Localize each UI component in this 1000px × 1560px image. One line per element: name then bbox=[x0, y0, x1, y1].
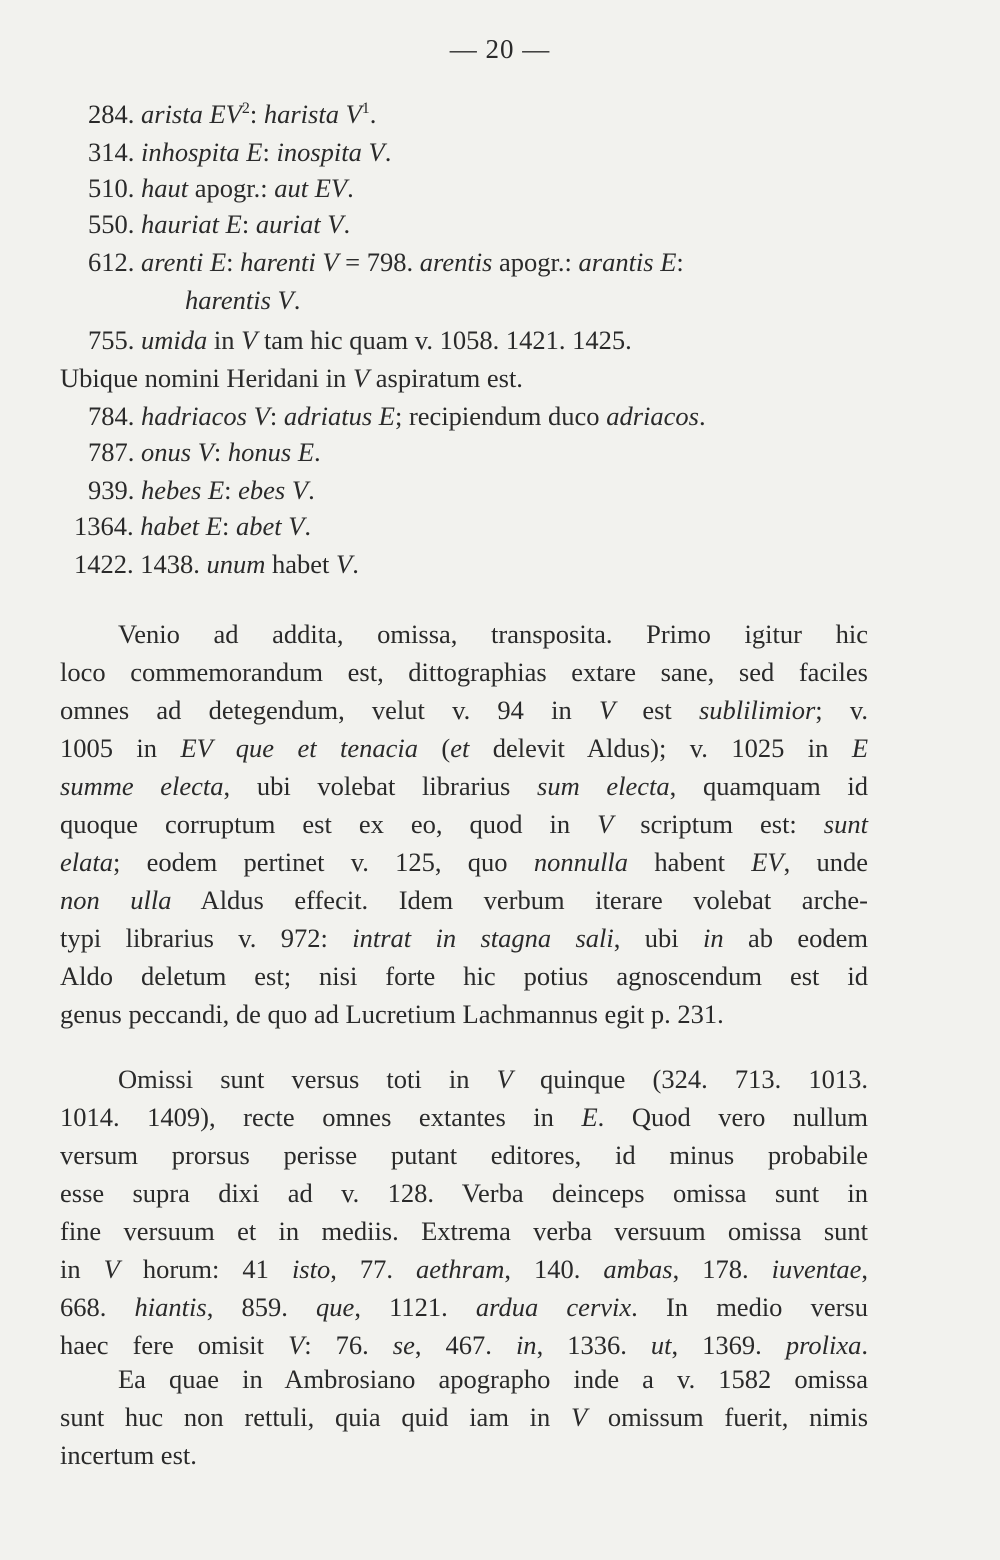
italic-text: summe electa bbox=[60, 771, 224, 801]
text-line bbox=[60, 1329, 868, 1361]
text-segment: 1005 in bbox=[60, 733, 181, 763]
text-segment: delevit Aldus); v. 1025 in bbox=[469, 733, 852, 763]
italic-text: se bbox=[392, 1330, 415, 1360]
italic-text: E bbox=[851, 733, 868, 763]
text-segment: typi librarius v. 972: bbox=[60, 923, 353, 953]
text-segment: . In medio versu bbox=[631, 1292, 868, 1322]
text-line bbox=[60, 960, 868, 992]
text-segment: quoque corruptum est ex eo, quod in bbox=[60, 809, 598, 839]
text-line bbox=[118, 618, 868, 650]
apparatus-line: 550. hauriat E: auriat V. bbox=[88, 209, 351, 239]
text-line bbox=[60, 1215, 868, 1247]
text-segment: habent bbox=[628, 847, 752, 877]
text-segment: loco commemorandum est, dittographias extare sane, sed faciles bbox=[60, 657, 868, 687]
italic-text: sunt bbox=[823, 809, 868, 839]
text-segment: Ea quae in Ambrosiano apographo inde a v. 1582 omissa bbox=[118, 1364, 868, 1394]
text-segment: scriptum est: bbox=[613, 809, 824, 839]
text-segment: versum prorsus perisse putant editores, id minus probabile bbox=[60, 1140, 868, 1170]
text-line bbox=[60, 1253, 868, 1285]
text-segment: sunt huc non rettuli, quia quid iam in bbox=[60, 1402, 572, 1432]
text-segment: in bbox=[60, 1254, 104, 1284]
italic-text: in bbox=[515, 1330, 537, 1360]
text-segment: , 467. bbox=[414, 1330, 516, 1360]
apparatus-line: 1364. habet E: abet V. bbox=[74, 511, 311, 541]
text-segment: , quamquam id bbox=[669, 771, 868, 801]
text-segment: ( bbox=[418, 733, 451, 763]
text-line bbox=[60, 1139, 868, 1171]
text-segment: quinque (324. 713. 1013. bbox=[512, 1064, 868, 1094]
italic-text: hiantis bbox=[134, 1292, 207, 1322]
text-segment: fine versuum et in mediis. Extrema verba versuum omissa sunt bbox=[60, 1216, 868, 1246]
text-line bbox=[60, 1101, 868, 1133]
text-segment: ; v. bbox=[815, 695, 868, 725]
italic-text: ut bbox=[650, 1330, 672, 1360]
apparatus-line: 1422. 1438. unum habet V. bbox=[74, 549, 359, 579]
text-line bbox=[60, 1291, 868, 1323]
text-segment: omissum fuerit, nimis bbox=[587, 1402, 869, 1432]
text-segment: : 76. bbox=[304, 1330, 393, 1360]
italic-text: in bbox=[702, 923, 724, 953]
apparatus-line: 787. onus V: honus E. bbox=[88, 437, 321, 467]
text-segment: , unde bbox=[783, 847, 868, 877]
text-segment: , 178. bbox=[672, 1254, 772, 1284]
text-segment: Aldo deletum est; nisi forte hic potius agnoscendum est id bbox=[60, 961, 868, 991]
apparatus-line: 510. haut apogr.: aut EV. bbox=[88, 173, 354, 203]
apparatus-line: 284. arista $EV^2$: harista $V^1$. bbox=[88, 99, 377, 129]
italic-text: elata bbox=[60, 847, 113, 877]
italic-text: aethram bbox=[416, 1254, 505, 1284]
apparatus-line: 755. umida in V tam hic quam v. 1058. 1421. 1425. bbox=[88, 325, 632, 355]
apparatus-line: 314. inhospita E: inospita V. bbox=[88, 137, 392, 167]
text-line bbox=[60, 1401, 868, 1433]
text-segment: , 1369. bbox=[671, 1330, 786, 1360]
text-segment: , 140. bbox=[504, 1254, 604, 1284]
text-segment: esse supra dixi ad v. 128. Verba deinceps omissa sunt in bbox=[60, 1178, 868, 1208]
text-line bbox=[60, 1177, 868, 1209]
italic-text: et bbox=[450, 733, 470, 763]
text-segment: , ubi bbox=[613, 923, 703, 953]
text-segment: Omissi sunt versus toti in bbox=[118, 1064, 497, 1094]
apparatus-line: harentis V. bbox=[185, 285, 301, 315]
text-segment: . bbox=[861, 1330, 869, 1360]
text-line bbox=[60, 846, 868, 878]
text-segment: horum: 41 bbox=[119, 1254, 292, 1284]
italic-text: V bbox=[571, 1402, 588, 1432]
text-line bbox=[60, 656, 868, 688]
italic-text: que bbox=[316, 1292, 355, 1322]
text-segment: 1014. 1409), recte omnes extantes in bbox=[60, 1102, 582, 1132]
italic-text: EV que et tenacia bbox=[180, 733, 418, 763]
italic-text: intrat in stagna sali bbox=[352, 923, 614, 953]
text-segment: , ubi volebat librarius bbox=[223, 771, 538, 801]
text-segment: ; eodem pertinet v. 125, quo bbox=[113, 847, 534, 877]
text-segment: incertum est. bbox=[60, 1440, 197, 1470]
text-segment: ab eodem bbox=[723, 923, 868, 953]
text-segment: Venio ad addita, omissa, transposita. Primo igitur hic bbox=[118, 619, 868, 649]
italic-text: non ulla bbox=[60, 885, 172, 915]
page-number: — 20 — bbox=[449, 34, 551, 64]
apparatus-line: Ubique nomini Heridani in V aspiratum est. bbox=[60, 363, 523, 393]
text-segment: , 859. bbox=[206, 1292, 317, 1322]
italic-text: EV bbox=[751, 847, 784, 877]
italic-text: nonnulla bbox=[533, 847, 629, 877]
apparatus-line: 939. hebes E: ebes V. bbox=[88, 475, 315, 505]
text-segment: . Quod vero nullum bbox=[597, 1102, 869, 1132]
text-line bbox=[118, 1063, 868, 1095]
italic-text: E bbox=[581, 1102, 598, 1132]
text-line bbox=[60, 808, 868, 840]
text-line bbox=[60, 1439, 868, 1471]
text-line bbox=[60, 732, 868, 764]
italic-text: ardua cervix bbox=[475, 1292, 632, 1322]
italic-text: isto bbox=[291, 1254, 331, 1284]
apparatus-line: 784. hadriacos V: adriatus E; recipiendum duco adriacos. bbox=[88, 401, 706, 431]
text-segment: omnes ad detegendum, velut v. 94 in bbox=[60, 695, 599, 725]
italic-text: V bbox=[103, 1254, 120, 1284]
text-line bbox=[60, 770, 868, 802]
text-segment: haec fere omisit bbox=[60, 1330, 289, 1360]
text-line bbox=[60, 884, 868, 916]
text-segment: , bbox=[861, 1254, 868, 1284]
text-segment: , 1121. bbox=[354, 1292, 476, 1322]
text-segment: genus peccandi, de quo ad Lucretium Lachmannus egit p. 231. bbox=[60, 999, 724, 1029]
italic-text: sum electa bbox=[537, 771, 670, 801]
italic-text: V bbox=[598, 695, 616, 725]
italic-text: V bbox=[597, 809, 614, 839]
italic-text: iuventae bbox=[771, 1254, 862, 1284]
italic-text: ambas bbox=[603, 1254, 673, 1284]
text-line bbox=[60, 998, 868, 1030]
text-segment: est bbox=[615, 695, 699, 725]
text-segment: , 77. bbox=[330, 1254, 417, 1284]
text-segment: Aldus effecit. Idem verbum iterare volebat arche- bbox=[171, 885, 868, 915]
italic-text: V bbox=[288, 1330, 305, 1360]
text-segment: 668. bbox=[60, 1292, 135, 1322]
text-segment: , 1336. bbox=[536, 1330, 651, 1360]
italic-text: prolixa bbox=[785, 1330, 862, 1360]
text-line bbox=[60, 694, 868, 726]
apparatus-line: 612. arenti E: harenti V = 798. arentis apogr.: arantis E: bbox=[88, 247, 684, 277]
italic-text: sublilimior bbox=[698, 695, 816, 725]
italic-text: V bbox=[496, 1064, 513, 1094]
text-line bbox=[60, 922, 868, 954]
text-line bbox=[118, 1363, 868, 1395]
